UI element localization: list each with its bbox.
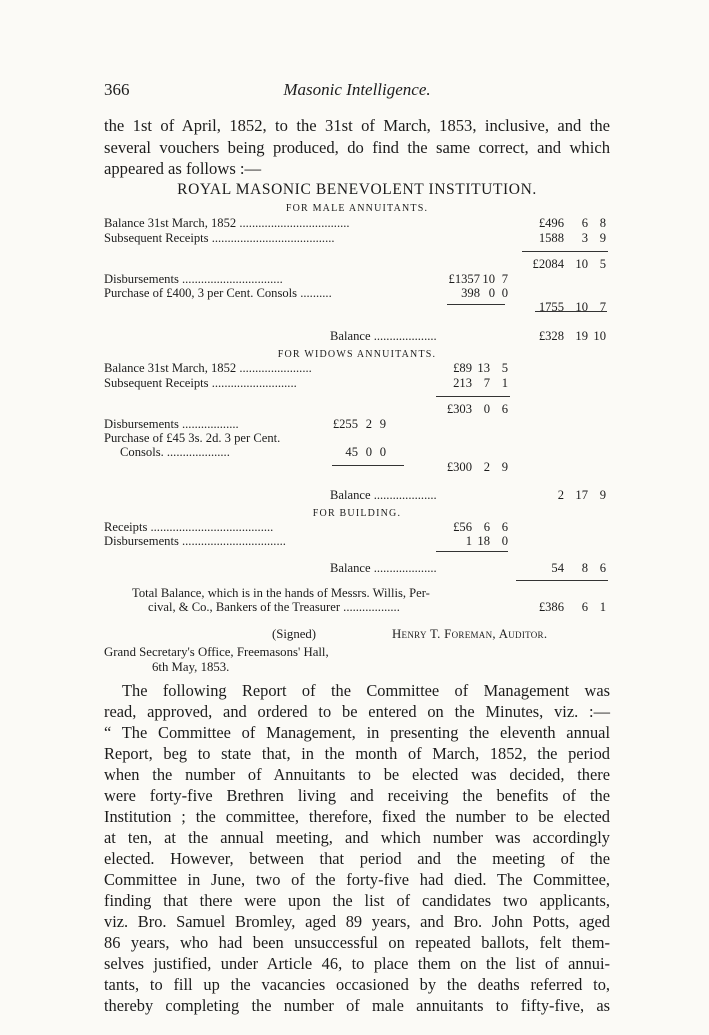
amount-pounds: £300 [446, 460, 472, 474]
amount-pounds: £89 [453, 361, 472, 375]
amount-pence: 5 [501, 361, 508, 375]
amount-shillings: 0 [488, 286, 495, 300]
text-line: Committee in June, two of the forty-five had died. The Committee, [104, 870, 610, 889]
text-line: 86 years, who had been unsuccessful on repeated ballots, felt them- [104, 933, 610, 952]
text-line: “ The Committee of Management, in presenting the eleventh annual [104, 723, 610, 742]
male-annuitants-heading: FOR MALE ANNUITANTS. [285, 203, 429, 214]
intro-paragraph [104, 115, 610, 180]
amount-shillings: 2 [483, 460, 490, 474]
row-label: Disbursements ................................ [104, 272, 283, 286]
amount-pence: 0 [379, 445, 386, 459]
sum-rule [436, 396, 510, 397]
text-line: appeared as follows :— [104, 159, 262, 179]
amount-pence: 0 [501, 534, 508, 548]
amount-pounds: £328 [538, 329, 564, 343]
widows-annuitants-heading: FOR WIDOWS ANNUITANTS. [277, 349, 437, 360]
text-line: several vouchers being produced, do find the same correct, and which [104, 137, 610, 157]
amount-pounds: 45 [345, 445, 358, 459]
amount-pounds: 398 [461, 286, 480, 300]
page-header [104, 80, 610, 104]
row-label: Balance .................... [330, 329, 437, 343]
running-title: Masonic Intelligence. [283, 80, 431, 99]
row-label: Subsequent Receipts ....................................... [104, 231, 335, 245]
amount-shillings: 3 [581, 231, 588, 245]
amount-pounds: 1 [465, 534, 472, 548]
row-label: Purchase of £400, 3 per Cent. Consols .......... [104, 286, 332, 300]
amount-pounds: £496 [538, 216, 564, 230]
amount-pence: 7 [599, 300, 606, 314]
amount-pounds: £303 [446, 402, 472, 416]
amount-pence: 0 [501, 286, 508, 300]
text-line: at ten, at the annual meeting, and which number was accordingly [104, 828, 610, 847]
row-label: Total Balance, which is in the hands of Messrs. Willis, Per- [132, 586, 430, 600]
row-label: Disbursements ................................. [104, 534, 286, 548]
text-line: tants, to fill up the vacancies occasioned by the deaths referred to, [104, 975, 610, 994]
amount-pence: 1 [501, 376, 508, 390]
signed-label: (Signed) [272, 627, 317, 641]
amount-shillings: 10 [482, 272, 495, 286]
amount-pounds: £255 [332, 417, 358, 431]
row-label: Balance .................... [330, 488, 437, 502]
amount-shillings: 0 [365, 445, 372, 459]
auditor-name: Henry T. Foreman, Auditor. [392, 627, 548, 641]
text-line: viz. Bro. Samuel Bromley, aged 89 years, and Bro. John Potts, aged [104, 912, 610, 931]
amount-pence: 9 [599, 488, 606, 502]
row-label: Disbursements .................. [104, 417, 239, 431]
row-label: Receipts ....................................... [104, 520, 274, 534]
report-paragraph [104, 680, 610, 1016]
text-line: finding that there were upon the list of candidates two applicants, [104, 891, 610, 910]
amount-shillings: 17 [575, 488, 588, 502]
text-line: selves justified, under Article 46, to place them on the list of annui- [104, 954, 610, 973]
amount-shillings: 6 [581, 600, 588, 614]
amount-pence: 5 [599, 257, 606, 271]
row-label: Consols. .................... [120, 445, 230, 459]
amount-pence: 6 [599, 561, 606, 575]
row-label: Balance 31st March, 1852 ....................... [104, 361, 312, 375]
amount-pounds: £56 [453, 520, 472, 534]
amount-shillings: 6 [581, 216, 588, 230]
row-label: Balance .................... [330, 561, 437, 575]
amount-pounds: 1755 [538, 300, 564, 314]
amount-pence: 7 [501, 272, 508, 286]
amount-pence: 9 [379, 417, 386, 431]
row-label: cival, & Co., Bankers of the Treasurer .................. [148, 600, 400, 614]
amount-pence: 6 [501, 402, 508, 416]
amount-shillings: 8 [581, 561, 588, 575]
amount-pounds: 54 [551, 561, 564, 575]
amount-shillings: 19 [575, 329, 588, 343]
text-line: Report, beg to state that, in the month of March, 1852, the period [104, 744, 610, 763]
amount-pence: 10 [593, 329, 606, 343]
sum-rule [516, 580, 608, 581]
text-line: elected. However, between that period and the meeting of the [104, 849, 610, 868]
amount-shillings: 10 [575, 257, 588, 271]
text-line: were forty-five Brethren living and receiving the benefits of the [104, 786, 610, 805]
amount-pounds: £386 [538, 600, 564, 614]
text-line: read, approved, and ordered to be entered on the Minutes, viz. :— [104, 702, 610, 721]
text-line: thereby completing the number of male annuitants to fifty-five, as [104, 996, 610, 1015]
amount-shillings: 0 [483, 402, 490, 416]
amount-pounds: £1357 [448, 272, 480, 286]
institution-heading: ROYAL MASONIC BENEVOLENT INSTITUTION. [177, 181, 537, 198]
sum-rule [332, 465, 404, 466]
row-label: Purchase of £45 3s. 2d. 3 per Cent. [104, 431, 281, 445]
text-line: the 1st of April, 1852, to the 31st of March, 1853, inclusive, and the [104, 116, 610, 135]
row-label: Balance 31st March, 1852 ................................... [104, 216, 350, 230]
amount-shillings: 2 [365, 417, 372, 431]
sum-rule [522, 251, 608, 252]
amount-pence: 9 [501, 460, 508, 474]
sum-rule [436, 551, 508, 552]
amount-shillings: 13 [477, 361, 490, 375]
amount-shillings: 6 [483, 520, 490, 534]
amount-pounds: 2 [557, 488, 564, 502]
row-label: Subsequent Receipts ........................... [104, 376, 297, 390]
text-line: Institution ; the committee, therefore, fixed the number to be elected [104, 807, 610, 826]
office-line: Grand Secretary's Office, Freemasons' Hall, [104, 645, 329, 659]
sum-rule [447, 304, 505, 305]
amount-shillings: 7 [483, 376, 490, 390]
text-line: The following Report of the Committee of Management was [122, 681, 610, 700]
amount-shillings: 18 [477, 534, 490, 548]
building-heading: FOR BUILDING. [312, 508, 402, 519]
date-line: 6th May, 1853. [152, 660, 230, 674]
text-line: when the number of Annuitants to be elected was decided, there [104, 765, 610, 784]
amount-pence: 9 [599, 231, 606, 245]
amount-pounds: £2084 [532, 257, 564, 271]
amount-pence: 6 [501, 520, 508, 534]
page-number: 366 [104, 80, 130, 99]
amount-pence: 8 [599, 216, 606, 230]
amount-pence: 1 [599, 600, 606, 614]
amount-shillings: 10 [575, 300, 588, 314]
amount-pounds: 1588 [538, 231, 564, 245]
amount-pounds: 213 [453, 376, 472, 390]
